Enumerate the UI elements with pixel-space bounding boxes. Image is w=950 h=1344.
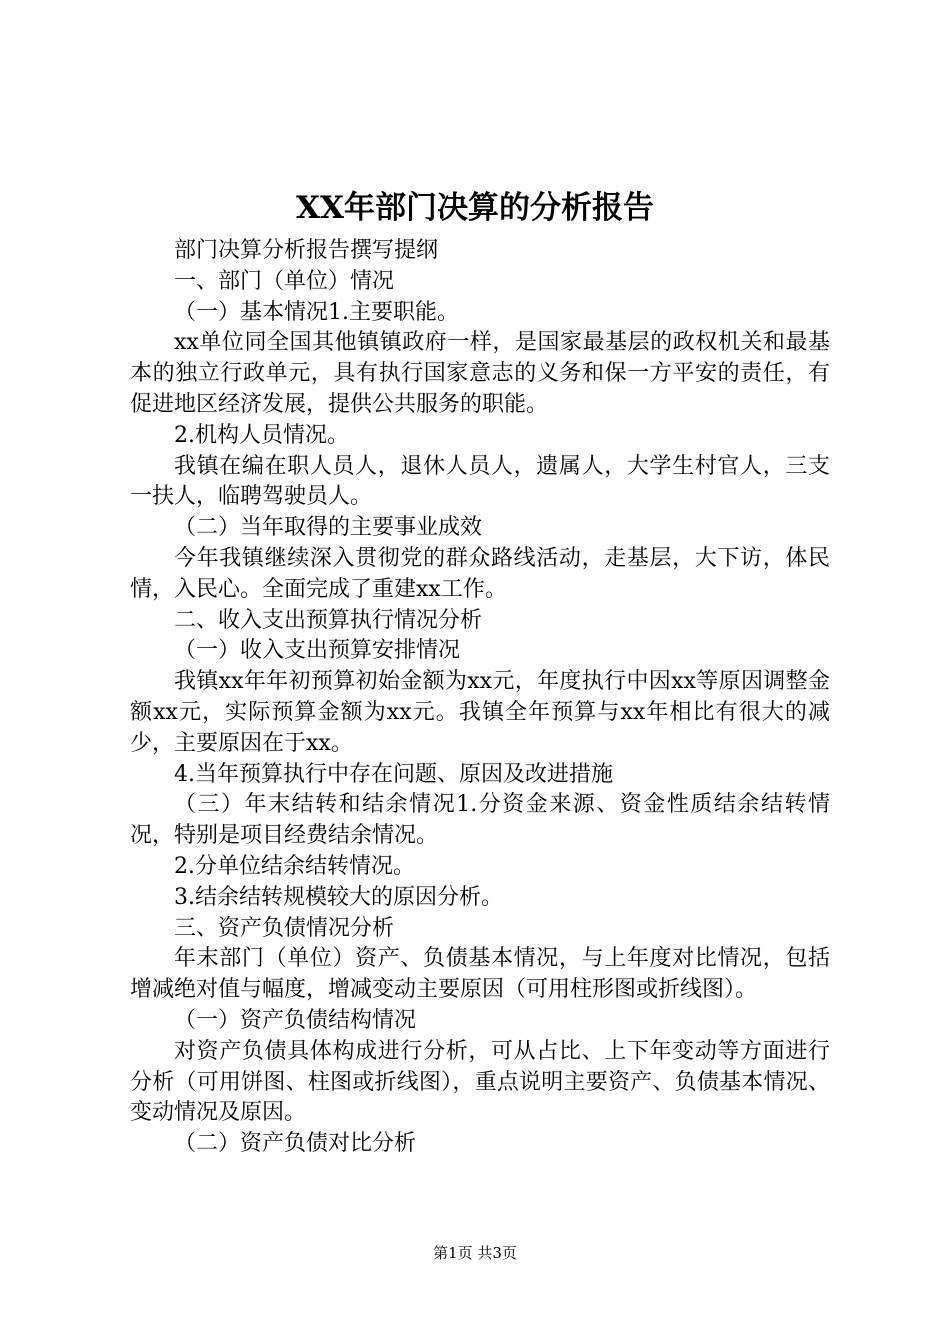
document-body bbox=[130, 236, 830, 1160]
subsection-heading: （三）年末结转和结余情况1.分资金来源、资金性质结余结转情况，特别是项目经费结余情况。 bbox=[130, 792, 830, 849]
section-heading: 一、部门（单位）情况 bbox=[174, 268, 395, 294]
paragraph: 部门决算分析报告撰写提纲 bbox=[174, 238, 439, 263]
page-footer: 第1页 共3页 bbox=[433, 1244, 517, 1262]
paragraph: 对资产负债具体构成进行分析，可从占比、上下年变动等方面进行分析（可用饼图、柱图或折线图），重点说明主要资产、负债基本情况、变动情况及原因。 bbox=[130, 1038, 830, 1126]
paragraph: 我镇xx年年初预算初始金额为xx元，年度执行中因xx等原因调整金额xx元，实际预算金额为xx元。我镇全年预算与xx年相比有很大的减少，主要原因在于xx。 bbox=[130, 669, 830, 756]
section-heading: 三、资产负债情况分析 bbox=[174, 915, 395, 941]
subsection-heading: （一）收入支出预算安排情况 bbox=[174, 638, 461, 664]
paragraph: 我镇在编在职人员人，退休人员人，遗属人，大学生村官人，三支一扶人，临聘驾驶员人。 bbox=[130, 453, 830, 510]
paragraph: 3.结余结转规模较大的原因分析。 bbox=[174, 884, 503, 910]
subsection-heading: （一）资产负债结构情况 bbox=[174, 1007, 417, 1033]
paragraph: 2.机构人员情况。 bbox=[174, 422, 349, 448]
subsection-heading: （二）当年取得的主要事业成效 bbox=[174, 515, 483, 541]
subsection-heading: （一）基本情况1.主要职能。 bbox=[174, 299, 459, 325]
section-heading: 二、收入支出预算执行情况分析 bbox=[174, 607, 483, 633]
paragraph: 2.分单位结余结转情况。 bbox=[174, 853, 415, 879]
document-title: XX年部门决算的分析报告 bbox=[295, 190, 655, 226]
paragraph: 年末部门（单位）资产、负债基本情况，与上年度对比情况，包括增减绝对值与幅度，增减变动主要原因（可用柱形图或折线图）。 bbox=[130, 946, 830, 1003]
paragraph: xx单位同全国其他镇镇政府一样，是国家最基层的政权机关和最基本的独立行政单元，具有执行国家意志的义务和保一方平安的责任，有促进地区经济发展，提供公共服务的职能。 bbox=[130, 330, 830, 417]
paragraph: 今年我镇继续深入贯彻党的群众路线活动，走基层，大下访，体民情，入民心。全面完成了重建xx工作。 bbox=[130, 545, 830, 602]
paragraph: 4.当年预算执行中存在问题、原因及改进措施 bbox=[174, 761, 613, 787]
subsection-heading: （二）资产负债对比分析 bbox=[174, 1131, 417, 1157]
